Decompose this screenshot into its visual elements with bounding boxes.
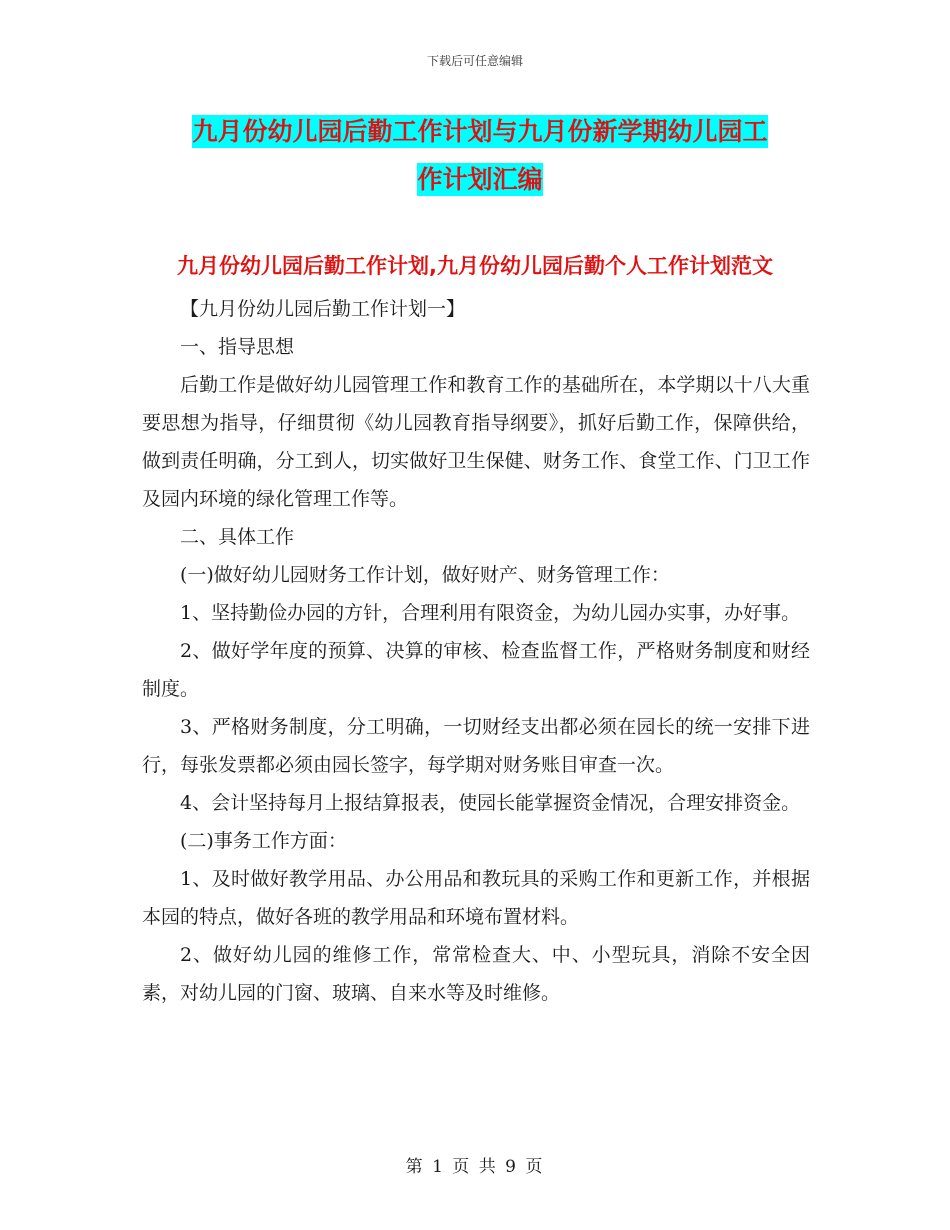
page-footer: 第 1 页 共 9 页 xyxy=(405,1157,545,1177)
paragraph: 一、指导思想 xyxy=(180,336,295,358)
header-note: 下载后可任意编辑 xyxy=(426,54,523,68)
paragraph: 4、会计坚持每月上报结算报表，使园长能掌握资金情况，合理安排资金。 xyxy=(180,792,801,814)
paragraph: 3、严格财务制度，分工明确，一切财经支出都必须在园长的统一安排下进行，每张发票都必须由园长签字，每学期对财务账目审查一次。 xyxy=(142,716,810,776)
paragraph: 二、具体工作 xyxy=(180,526,295,548)
paragraph: (二)事务工作方面： xyxy=(180,830,347,852)
paragraph: (一)做好幼儿园财务工作计划，做好财产、财务管理工作： xyxy=(180,564,670,586)
paragraph: 2、做好学年度的预算、决算的审核、检查监督工作，严格财务制度和财经制度。 xyxy=(142,640,810,700)
paragraph: 【九月份幼儿园后勤工作计划一】 xyxy=(180,298,466,320)
title-line-1: 九月份幼儿园后勤工作计划与九月份新学期幼儿园工 xyxy=(192,117,768,146)
title-line-2: 作计划汇编 xyxy=(417,165,543,194)
paragraph: 2、做好幼儿园的维修工作，常常检查大、中、小型玩具，消除不安全因素，对幼儿园的门窗、玻璃、自来水等及时维修。 xyxy=(142,944,810,1004)
paragraph: 1、坚持勤俭办园的方针，合理利用有限资金，为幼儿园办实事，办好事。 xyxy=(180,602,801,624)
body-content xyxy=(142,290,810,1012)
section-subtitle: 九月份幼儿园后勤工作计划,九月份幼儿园后勤个人工作计划范文 xyxy=(177,254,773,278)
paragraph: 1、及时做好教学用品、办公用品和教玩具的采购工作和更新工作，并根据本园的特点，做好各班的教学用品和环境布置材料。 xyxy=(142,868,810,928)
document-title xyxy=(140,108,820,204)
paragraph: 后勤工作是做好幼儿园管理工作和教育工作的基础所在，本学期以十八大重要思想为指导，仔细贯彻《幼儿园教育指导纲要》，抓好后勤工作，保障供给，做到责任明确，分工到人，切实做好卫生保健、财务工作、食堂工作、门卫工作及园内环境的绿化管理工作等。 xyxy=(142,374,810,510)
